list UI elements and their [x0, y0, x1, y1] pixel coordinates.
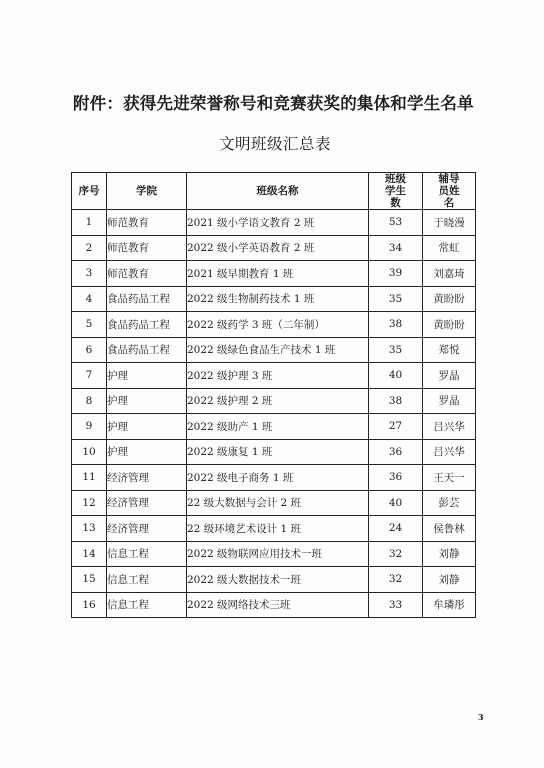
civilized-class-summary-table — [71, 172, 476, 618]
cell-counselor: 吕兴华 — [423, 414, 476, 440]
cell-counselor: 刘静 — [423, 541, 476, 567]
cell-college: 经济管理 — [107, 465, 187, 491]
cell-seq: 8 — [72, 388, 107, 414]
cell-counselor: 罗晶 — [423, 388, 476, 414]
cell-college: 信息工程 — [107, 541, 187, 567]
cell-seq: 5 — [72, 312, 107, 338]
header-counselor — [423, 173, 476, 210]
cell-counselor: 刘静 — [423, 567, 476, 593]
cell-student-count: 39 — [369, 261, 423, 287]
cell-seq: 9 — [72, 414, 107, 440]
cell-counselor: 王天一 — [423, 465, 476, 491]
cell-class-name: 2022 级药学 3 班（二年制） — [187, 312, 369, 338]
table-row — [72, 567, 476, 593]
cell-class-name: 22 级环境艺术设计 1 班 — [187, 516, 369, 542]
cell-seq: 11 — [72, 465, 107, 491]
cell-class-name: 2022 级网络技术三班 — [187, 592, 369, 618]
cell-counselor: 郑悦 — [423, 337, 476, 363]
cell-student-count: 34 — [369, 235, 423, 261]
table-row — [72, 337, 476, 363]
cell-college: 护理 — [107, 388, 187, 414]
cell-college: 护理 — [107, 414, 187, 440]
cell-student-count: 36 — [369, 439, 423, 465]
table-row — [72, 592, 476, 618]
cell-student-count: 53 — [369, 210, 423, 236]
cell-student-count: 33 — [369, 592, 423, 618]
cell-student-count: 32 — [369, 541, 423, 567]
cell-student-count: 40 — [369, 490, 423, 516]
cell-class-name: 2022 级康复 1 班 — [187, 439, 369, 465]
cell-seq: 1 — [72, 210, 107, 236]
cell-college: 经济管理 — [107, 490, 187, 516]
cell-college: 食品药品工程 — [107, 312, 187, 338]
page-number: 3 — [478, 712, 484, 722]
cell-student-count: 27 — [369, 414, 423, 440]
cell-college: 信息工程 — [107, 567, 187, 593]
cell-seq: 7 — [72, 363, 107, 389]
cell-college: 师范教育 — [107, 235, 187, 261]
cell-student-count: 35 — [369, 286, 423, 312]
cell-college: 护理 — [107, 363, 187, 389]
header-counselor-label: 辅导员姓名 — [438, 173, 460, 209]
header-seq: 序号 — [72, 173, 107, 210]
cell-college: 食品药品工程 — [107, 286, 187, 312]
cell-counselor: 吕兴华 — [423, 439, 476, 465]
cell-class-name: 2022 级大数据技术一班 — [187, 567, 369, 593]
cell-counselor: 黄盼盼 — [423, 312, 476, 338]
table-row — [72, 235, 476, 261]
cell-counselor: 于晓漫 — [423, 210, 476, 236]
cell-seq: 12 — [72, 490, 107, 516]
cell-college: 师范教育 — [107, 261, 187, 287]
cell-class-name: 22 级大数据与会计 2 班 — [187, 490, 369, 516]
cell-student-count: 38 — [369, 388, 423, 414]
cell-seq: 16 — [72, 592, 107, 618]
cell-college: 信息工程 — [107, 592, 187, 618]
cell-student-count: 24 — [369, 516, 423, 542]
cell-seq: 3 — [72, 261, 107, 287]
table-row — [72, 261, 476, 287]
cell-class-name: 2022 级护理 2 班 — [187, 388, 369, 414]
table-title: 文明班级汇总表 — [218, 135, 331, 153]
table-row — [72, 465, 476, 491]
cell-student-count: 32 — [369, 567, 423, 593]
cell-seq: 4 — [72, 286, 107, 312]
table-row — [72, 490, 476, 516]
cell-class-name: 2021 级小学语文教育 2 班 — [187, 210, 369, 236]
table-row — [72, 388, 476, 414]
cell-college: 师范教育 — [107, 210, 187, 236]
attachment-title: 附件：获得先进荣誉称号和竞赛获奖的集体和学生名单 — [73, 94, 474, 113]
header-student-count — [369, 173, 423, 210]
cell-seq: 2 — [72, 235, 107, 261]
table-row — [72, 439, 476, 465]
cell-class-name: 2021 级早期教育 1 班 — [187, 261, 369, 287]
cell-class-name: 2022 级助产 1 班 — [187, 414, 369, 440]
cell-student-count: 38 — [369, 312, 423, 338]
header-student-count-label: 班级学生数 — [385, 173, 406, 209]
cell-seq: 15 — [72, 567, 107, 593]
cell-seq: 13 — [72, 516, 107, 542]
table-row — [72, 541, 476, 567]
cell-seq: 14 — [72, 541, 107, 567]
table-row — [72, 414, 476, 440]
table-row — [72, 286, 476, 312]
table-row — [72, 363, 476, 389]
cell-counselor: 罗晶 — [423, 363, 476, 389]
table-row — [72, 210, 476, 236]
table-header — [72, 173, 476, 210]
cell-counselor: 黄盼盼 — [423, 286, 476, 312]
cell-counselor: 牟璘彤 — [423, 592, 476, 618]
header-college: 学院 — [107, 173, 187, 210]
cell-student-count: 35 — [369, 337, 423, 363]
cell-student-count: 40 — [369, 363, 423, 389]
header-class-name: 班级名称 — [187, 173, 369, 210]
cell-class-name: 2022 级绿色食品生产技术 1 班 — [187, 337, 369, 363]
cell-class-name: 2022 级护理 3 班 — [187, 363, 369, 389]
cell-class-name: 2022 级物联网应用技术一班 — [187, 541, 369, 567]
table-row — [72, 312, 476, 338]
cell-counselor: 刘嘉琦 — [423, 261, 476, 287]
cell-counselor: 侯鲁林 — [423, 516, 476, 542]
cell-counselor: 彭芸 — [423, 490, 476, 516]
table-header-row — [72, 173, 476, 210]
cell-class-name: 2022 级生物制药技术 1 班 — [187, 286, 369, 312]
cell-counselor: 常虹 — [423, 235, 476, 261]
table-body — [72, 210, 476, 618]
cell-seq: 10 — [72, 439, 107, 465]
cell-college: 经济管理 — [107, 516, 187, 542]
cell-college: 护理 — [107, 439, 187, 465]
cell-class-name: 2022 级小学英语教育 2 班 — [187, 235, 369, 261]
cell-seq: 6 — [72, 337, 107, 363]
cell-class-name: 2022 级电子商务 1 班 — [187, 465, 369, 491]
table-row — [72, 516, 476, 542]
cell-student-count: 36 — [369, 465, 423, 491]
cell-college: 食品药品工程 — [107, 337, 187, 363]
